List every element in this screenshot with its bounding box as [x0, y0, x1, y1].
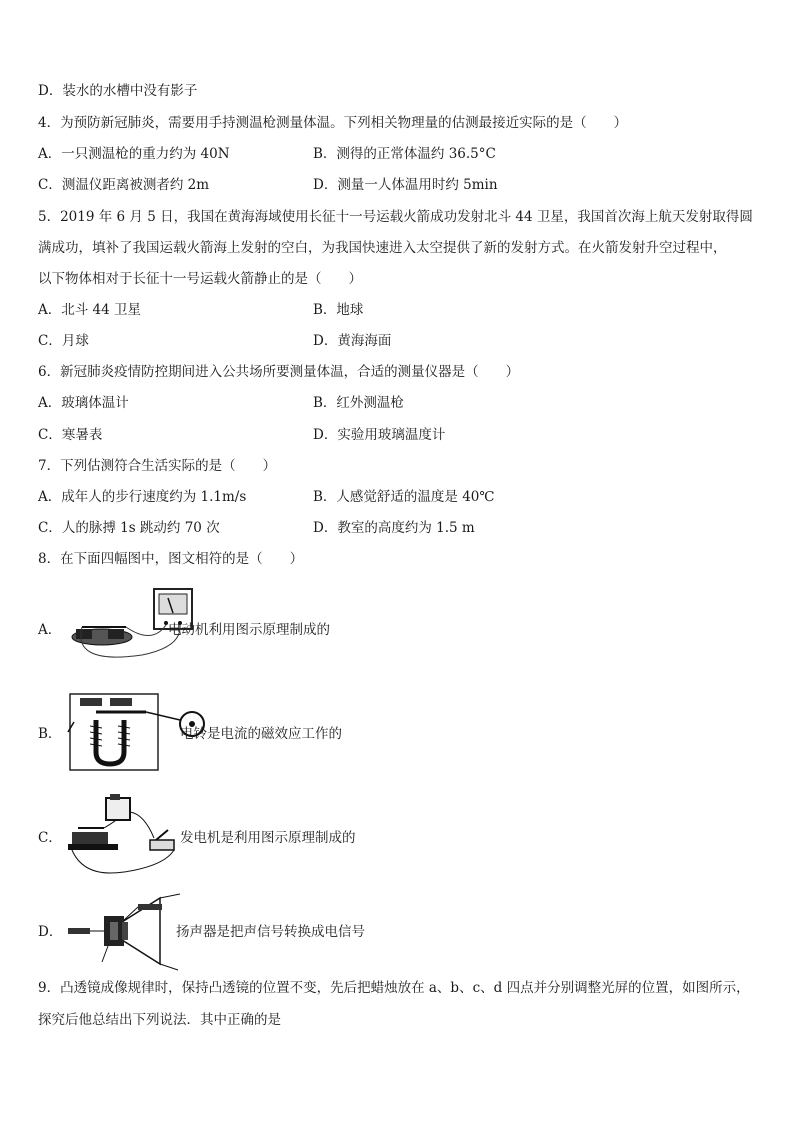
q8-figure-d [64, 892, 182, 972]
q7-option-d: D．教室的高度约为 1.5 m [313, 520, 475, 536]
q6-option-b: B．红外测温枪 [313, 395, 404, 411]
q4-option-a: A．一只测温枪的重力约为 40N [38, 146, 230, 162]
q8-option-c-label: C． [38, 830, 62, 846]
q6-stem: 6．新冠肺炎疫情防控期间进入公共场所要测量体温，合适的测量仪器是（ ） [38, 364, 520, 380]
q8-option-d-text: 扬声器是把声信号转换成电信号 [176, 924, 365, 940]
q6-option-c: C．寒暑表 [38, 427, 103, 443]
q4-option-d: D．测量一人体温用时约 5min [313, 177, 498, 193]
q7-option-b: B．人感觉舒适的温度是 40℃ [313, 489, 495, 505]
q7-option-a: A．成年人的步行速度约为 1.1m/s [38, 489, 247, 505]
q8-figure-c [64, 792, 182, 878]
q8-option-d [38, 892, 758, 972]
q8-option-b [38, 690, 758, 774]
q9-stem-line1: 9．凸透镜成像规律时，保持凸透镜的位置不变，先后把蜡烛放在 a、b、c、d 四点并分别调整光屏的位置，如图所示， [38, 980, 750, 996]
q8-option-b-label: B． [38, 726, 62, 742]
q4-option-b: B．测得的正常体温约 36.5°C [313, 146, 496, 162]
q5-option-c: C．月球 [38, 333, 89, 349]
q5-option-a: A．北斗 44 卫星 [38, 302, 142, 318]
q8-option-a-label: A． [38, 622, 62, 638]
q5-option-b: B．地球 [313, 302, 364, 318]
q8-option-d-label: D． [38, 924, 63, 940]
q8-option-c-text: 发电机是利用图示原理制成的 [180, 830, 356, 846]
q5-stem-line3: 以下物体相对于长征十一号运载火箭静止的是（ ） [38, 271, 362, 287]
q4-stem: 4．为预防新冠肺炎，需要用手持测温枪测量体温。下列相关物理量的估测最接近实际的是（ ） [38, 115, 628, 131]
q6-option-d: D．实验用玻璃温度计 [313, 427, 446, 443]
q8-stem: 8．在下面四幅图中，图文相符的是（ ） [38, 551, 304, 567]
q3-option-d: D．装水的水槽中没有影子 [38, 83, 198, 99]
q7-option-c: C．人的脉搏 1s 跳动约 70 次 [38, 520, 220, 536]
q8-option-b-text: 电铃是电流的磁效应工作的 [180, 726, 342, 742]
q7-stem: 7．下列估测符合生活实际的是（ ） [38, 458, 277, 474]
q9-stem-line2: 探究后他总结出下列说法．其中正确的是 [38, 1012, 281, 1028]
q8-option-a [38, 585, 758, 675]
q8-option-c [38, 792, 758, 878]
q8-option-a-text: 电动机利用图示原理制成的 [168, 622, 330, 638]
q4-option-c: C．测温仪距离被测者约 2m [38, 177, 210, 193]
q5-option-d: D．黄海海面 [313, 333, 392, 349]
q5-stem-line1: 5．2019 年 6 月 5 日，我国在黄海海域使用长征十一号运载火箭成功发射北斗 44 卫星，我国首次海上航天发射取得圆 [38, 209, 753, 225]
q6-option-a: A．玻璃体温计 [38, 395, 129, 411]
q5-stem-line2: 满成功，填补了我国运载火箭海上发射的空白，为我国快速进入太空提供了新的发射方式。在火箭发射升空过程中， [38, 240, 727, 256]
